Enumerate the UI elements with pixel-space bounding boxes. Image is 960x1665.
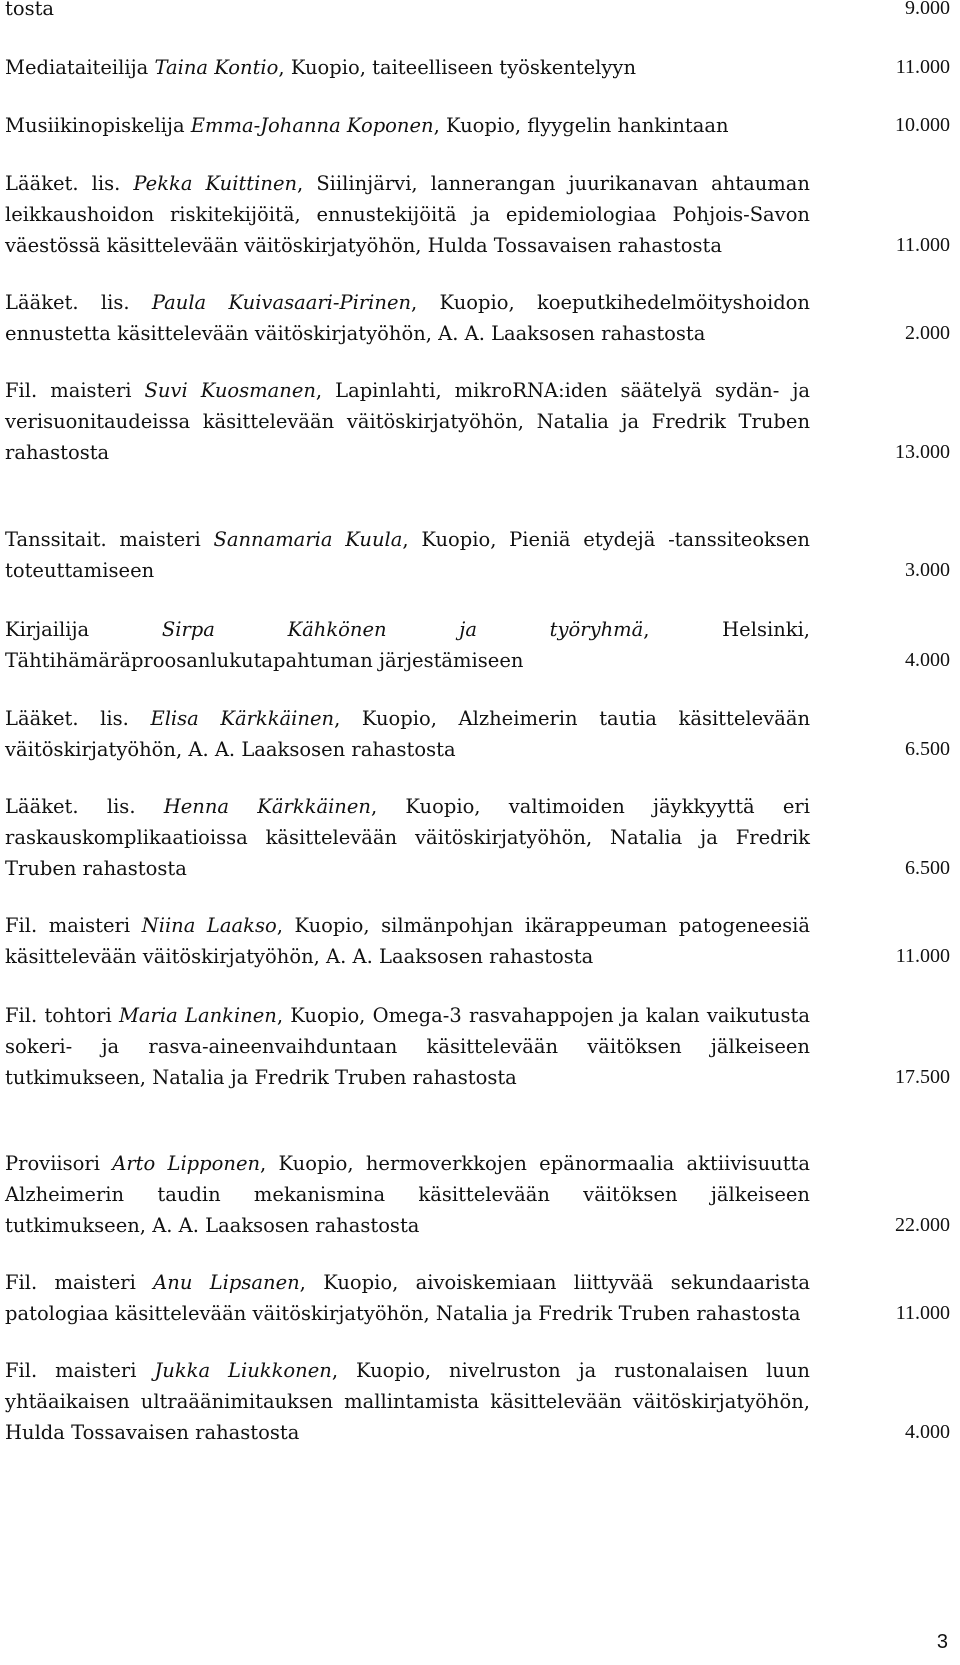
grant-entry (5, 1267, 955, 1329)
entry-text (5, 1000, 810, 1093)
grant-amount: 10.000 (895, 114, 950, 136)
entry-prefix: Fil. tohtori (5, 1004, 119, 1027)
entry-description: , Kuopio, valtimoiden jäykkyyttä eri raskauskomplikaatioissa käsittelevään väitöskirjatyöhön, Natalia ja Fredrik Truben rahastosta (5, 795, 810, 880)
entry-description: , Kuopio, hermoverkkojen epänormaalia aktiivisuutta Alzheimerin taudin mekanismina käsittelevään väitöksen jälkeiseen tutkimukseen, A. A. Laaksosen rahastosta (5, 1152, 810, 1237)
grantee-name: Elisa Kärkkäinen (150, 707, 335, 730)
grant-entry (5, 791, 955, 884)
entry-text (5, 614, 810, 676)
entry-description: , Kuopio, Omega-3 rasvahappojen ja kalan vaikutusta sokeri- ja rasva-aineenvaihduntaan käsittelevään väitöksen jälkeiseen tutkimukseen, Natalia ja Fredrik Truben rahastosta (5, 1004, 811, 1089)
grant-entry (5, 703, 955, 765)
grant-amount: 11.000 (895, 234, 950, 256)
entry-text (5, 1267, 810, 1329)
grant-entry (5, 0, 955, 24)
entry-prefix: Mediataiteilija (5, 56, 155, 79)
entry-description: , Kuopio, silmänpohjan ikärappeuman patogeneesiä käsittelevään väitöskirjatyöhön, A. A. Laaksosen rahastosta (5, 914, 811, 968)
entry-prefix: Tanssitait. maisteri (5, 528, 214, 551)
entry-description: , Kuopio, aivoiskemiaan liittyvää sekundaarista patologiaa käsittelevään väitöskirjatyöhön, Natalia ja Fredrik Truben rahastosta (5, 1271, 810, 1325)
grantee-name: Emma-Johanna Koponen (190, 114, 434, 137)
grantee-name: Niina Laakso (141, 914, 277, 937)
grant-entry (5, 287, 955, 349)
entry-prefix: Musiikinopiskelija (5, 114, 191, 137)
grant-entry (5, 524, 955, 586)
entry-text (5, 110, 810, 141)
entry-description: , Kuopio, nivelruston ja rustonalaisen luun yhtäaikaisen ultraäänimitauksen mallintamista käsittelevään väitöskirjatyöhön, Hulda Tossavaisen rahastosta (5, 1359, 810, 1444)
entry-description: , Helsinki, Tähtihämäräproosanlukutapahtuman järjestämiseen (5, 618, 810, 672)
grant-amount: 11.000 (895, 1302, 950, 1324)
entry-text (5, 524, 810, 586)
entry-text (5, 168, 810, 261)
grant-amount: 11.000 (895, 56, 950, 78)
entry-prefix: Lääket. lis. (5, 291, 152, 314)
entry-description: , Kuopio, koeputkihedelmöityshoidon ennustetta käsittelevään väitöskirjatyöhön, A. A. Laaksosen rahastosta (5, 291, 810, 345)
grant-amount: 9.000 (905, 0, 950, 19)
grantee-name: Taina Kontio (154, 56, 279, 79)
entry-prefix: Fil. maisteri (5, 1359, 155, 1382)
entry-prefix: Lääket. lis. (5, 795, 164, 818)
grantee-name: Paula Kuivasaari-Pirinen (151, 291, 412, 314)
grant-amount: 4.000 (905, 1421, 950, 1443)
entry-description: , Kuopio, Pieniä etydejä -tanssiteoksen toteuttamiseen (5, 528, 810, 582)
grantee-name: Suvi Kuosmanen (144, 379, 316, 402)
entry-text (5, 287, 810, 349)
grantee-name: Sirpa Kähkönen ja työryhmä (161, 618, 644, 641)
entry-prefix: Fil. maisteri (5, 379, 145, 402)
entry-prefix: Fil. maisteri (5, 1271, 154, 1294)
grant-entry (5, 52, 955, 83)
grant-amount: 13.000 (895, 441, 950, 463)
grant-amount: 3.000 (905, 559, 950, 581)
entry-description: , Kuopio, Alzheimerin tautia käsittelevään väitöskirjatyöhön, A. A. Laaksosen rahastosta (5, 707, 811, 761)
grant-amount: 11.000 (895, 945, 950, 967)
grant-amount: 2.000 (905, 322, 950, 344)
entry-text (5, 0, 810, 24)
entry-text (5, 52, 810, 83)
grant-amount: 6.500 (905, 857, 950, 879)
grant-amount: 6.500 (905, 738, 950, 760)
grantee-name: Sannamaria Kuula (213, 528, 403, 551)
entry-text (5, 703, 810, 765)
grantee-name: Arto Lipponen (112, 1152, 261, 1175)
grant-entry (5, 1000, 955, 1093)
entry-text (5, 791, 810, 884)
grant-entry (5, 614, 955, 676)
grantee-name: Maria Lankinen (118, 1004, 277, 1027)
entry-description: , Kuopio, flyygelin hankintaan (433, 114, 729, 137)
grantee-name: Henna Kärkkäinen (163, 795, 371, 818)
entry-description: , Siilinjärvi, lannerangan juurikanavan ahtauman leikkaushoidon riskitekijöitä, ennustekijöitä ja epidemiologiaa Pohjois-Savon väestössä käsittelevään väitöskirjatyöhön, Hulda Tossavaisen rahastosta (5, 172, 810, 257)
entry-text (5, 910, 810, 972)
grant-entry (5, 1148, 955, 1241)
page-number: 3 (936, 1631, 948, 1653)
grant-entry (5, 110, 955, 141)
grant-entry (5, 168, 955, 261)
grant-amount: 4.000 (905, 649, 950, 671)
entry-description: , Lapinlahti, mikroRNA:iden säätelyä sydän- ja verisuonitaudeissa käsittelevään väitöskirjatyöhön, Natalia ja Fredrik Truben rahastosta (5, 379, 810, 464)
entry-prefix: tosta (5, 0, 55, 20)
grantee-name: Anu Lipsanen (153, 1271, 300, 1294)
entry-prefix: Lääket. lis. (5, 707, 151, 730)
grant-entry (5, 1355, 955, 1448)
entry-text (5, 375, 810, 468)
entry-prefix: Fil. maisteri (5, 914, 142, 937)
grantee-name: Pekka Kuittinen (133, 172, 298, 195)
entry-text (5, 1148, 810, 1241)
grant-entry (5, 910, 955, 972)
grant-amount: 22.000 (895, 1214, 950, 1236)
entry-prefix: Proviisori (5, 1152, 113, 1175)
entry-text (5, 1355, 810, 1448)
entry-prefix: Lääket. lis. (5, 172, 134, 195)
entry-description: , Kuopio, taiteelliseen työskentelyyn (278, 56, 637, 79)
grant-amount: 17.500 (895, 1066, 950, 1088)
grantee-name: Jukka Liukkonen (154, 1359, 332, 1382)
entry-prefix: Kirjailija (5, 618, 162, 641)
grant-entry (5, 375, 955, 468)
